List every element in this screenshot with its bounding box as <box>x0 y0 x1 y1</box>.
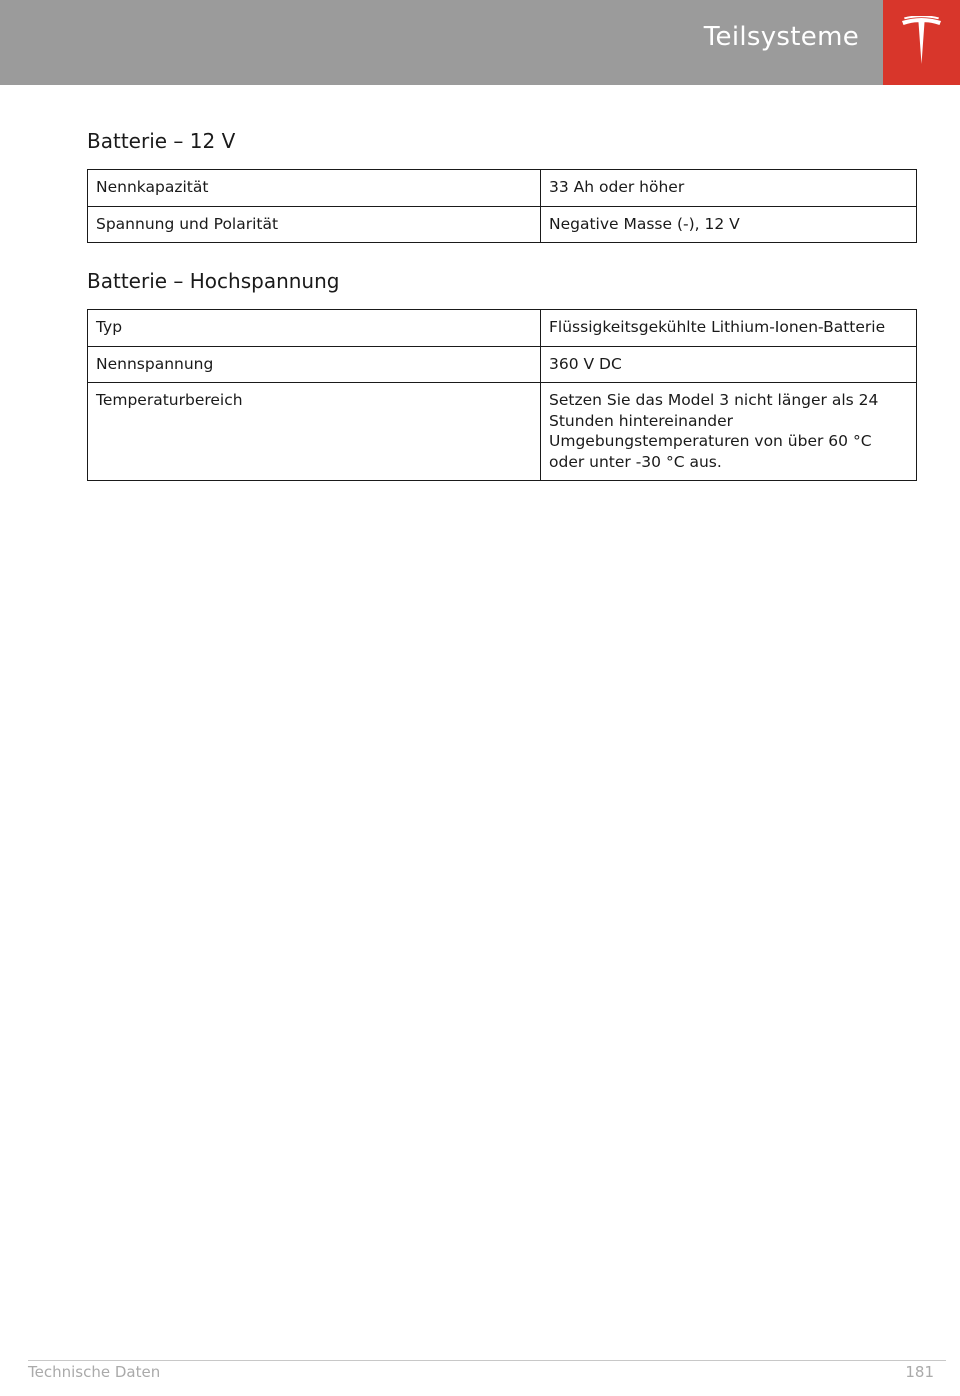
table-row <box>88 310 917 347</box>
row-label: Typ <box>88 310 541 347</box>
spec-table-battery-12v <box>87 169 917 243</box>
page-title: Teilsysteme <box>703 22 859 52</box>
header-bar <box>0 0 883 85</box>
row-label: Temperaturbereich <box>88 383 541 481</box>
table-row <box>88 170 917 207</box>
row-value: Setzen Sie das Model 3 nicht länger als 24 Stunden hintereinander Umgebungstemperaturen von über 60 °C oder unter -30 °C aus. <box>541 383 917 481</box>
logo-box <box>883 0 960 85</box>
row-value: 33 Ah oder höher <box>541 170 917 207</box>
footer-divider <box>28 1360 946 1361</box>
section-title-battery-high-voltage: Batterie – Hochspannung <box>87 269 340 293</box>
section-title-battery-12v: Batterie – 12 V <box>87 129 236 153</box>
row-value: 360 V DC <box>541 346 917 383</box>
spec-table-battery-high-voltage <box>87 309 917 481</box>
footer-chapter: Technische Daten <box>28 1363 161 1381</box>
row-label: Nennspannung <box>88 346 541 383</box>
table-row <box>88 383 917 481</box>
table-row <box>88 206 917 243</box>
row-label: Spannung und Polarität <box>88 206 541 243</box>
row-value: Flüssigkeitsgekühlte Lithium-Ionen-Batterie <box>541 310 917 347</box>
tesla-logo-icon <box>900 16 943 66</box>
table-row <box>88 346 917 383</box>
row-value: Negative Masse (-), 12 V <box>541 206 917 243</box>
row-label: Nennkapazität <box>88 170 541 207</box>
page-number: 181 <box>905 1363 934 1381</box>
